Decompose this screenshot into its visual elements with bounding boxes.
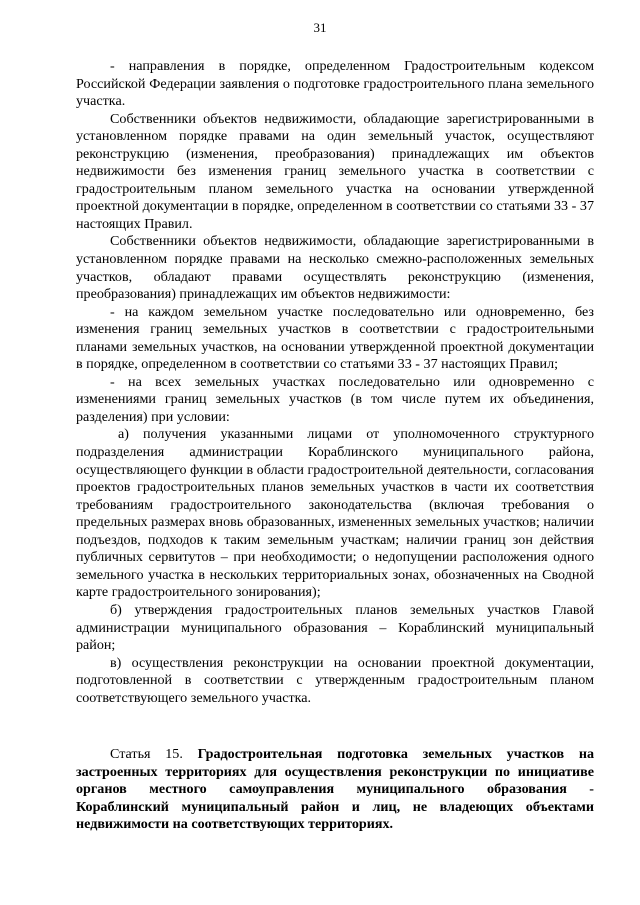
paragraph-condition-a: а) получения указанными лицами от уполномоченного структурного подразделения администрации Кораблинского муниципального района, осуществляющего функции в области градостроительной деятельности, согласования проектов градостроительных планов земельных участков в части их соответствия требованиям градостроительного законодательства (включая требования о предельных размерах вновь образованных, измененных земельных участков; наличии подъездов, подходов к таким земельным участкам; наличии границ зон действия публичных сервитутов – при необходимости; о недопущении расположения одного земельного участка в нескольких территориальных зонах, обозначенных на Сводной карте градостроительного зонирования); <box>76 426 594 601</box>
paragraph-application: - направления в порядке, определенном Градостроительным кодексом Российской Федерации заявления о подготовке градостроительного плана земельного участка. <box>76 58 594 110</box>
paragraph-adjacent-plots-owners: Собственники объектов недвижимости, обладающие зарегистрированными в установленном порядке правами на несколько смежно-расположенных земельных участков, обладают правами осуществлять реконструкцию (изменения, преобразования) принадлежащих им объектов недвижимости: <box>76 233 594 303</box>
article-label: Статья 15. <box>110 746 183 762</box>
body-text <box>76 58 594 707</box>
paragraph-all-plots: - на всех земельных участках последовательно или одновременно с изменениями границ земельных участков (в том числе путем их объединения, разделения) при условии: <box>76 373 594 425</box>
paragraph-each-plot: - на каждом земельном участке последовательно или одновременно, без изменения границ земельных участков в соответствии с градостроительными планами земельных участков, на основании утвержденной проектной документации в порядке, определенном в соответствии со статьями 33 - 37 настоящих Правил; <box>76 303 594 373</box>
paragraph-single-plot-owners: Собственники объектов недвижимости, обладающие зарегистрированными в установленном порядке правами на один земельный участок, осуществляют реконструкцию (изменения, преобразования) принадлежащих им объектов недвижимости без изменения границ земельного участка в соответствии с градостроительным планом земельного участка на основании утвержденной проектной документации в порядке, определенном в соответствии со статьями 33 - 37 настоящих Правил. <box>76 110 594 232</box>
paragraph-condition-c: в) осуществления реконструкции на основании проектной документации, подготовленной в соответствии с утвержденным градостроительным планом соответствующего земельного участка. <box>76 654 594 706</box>
article-heading: Градостроительная подготовка земельных участков на застроенных территориях для осуществления реконструкции по инициативе органов местного самоуправления муниципального образования - Кораблинский муниципальный район и лиц, не владеющих объектами недвижимости на соответствующих территориях. <box>76 746 594 833</box>
page-number: 31 <box>313 20 327 35</box>
paragraph-condition-b: б) утверждения градостроительных планов земельных участков Главой администрации муниципального образования – Кораблинский муниципальный район; <box>76 601 594 654</box>
article-15 <box>76 746 594 834</box>
